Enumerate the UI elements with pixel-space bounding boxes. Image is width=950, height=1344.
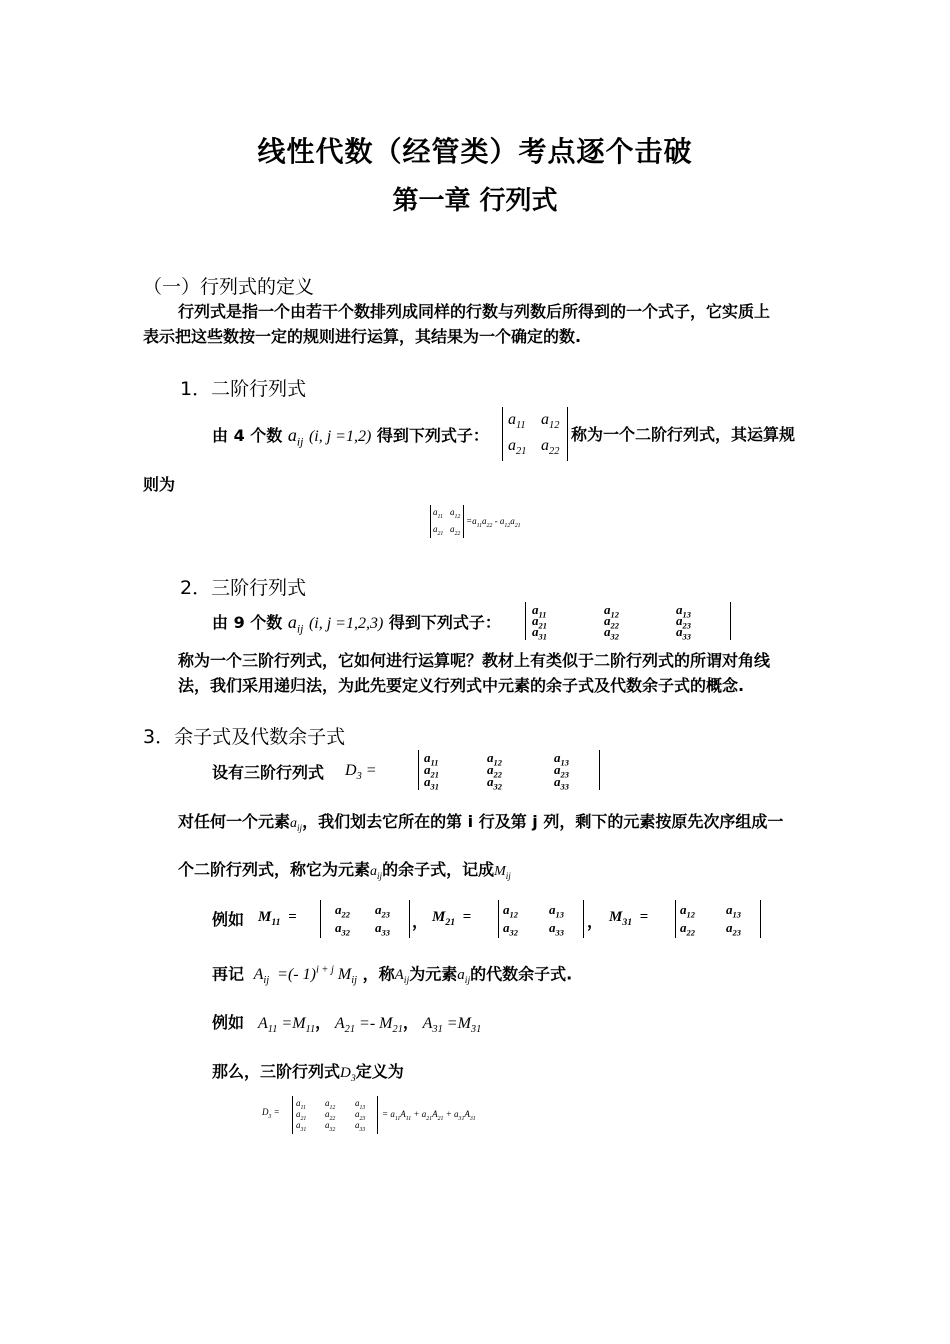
- item3-aij-2: $a_{ij}$: [370, 864, 383, 881]
- m11-determinant: $a_{22}$ $a_{23}$ $a_{32}$ $a_{33}$: [320, 900, 410, 938]
- cofactor-aij: $a_{ij}$: [457, 967, 471, 987]
- item1-formula-determinant: $a_{11}$ $a_{12}$ $a_{21}$ $a_{22}$: [430, 505, 464, 538]
- m11-label: $M_{11}$ =: [258, 909, 297, 928]
- m31-label: $M_{31}$ =: [609, 909, 649, 928]
- expansion-determinant: $a_{11}$ $a_{12}$ $a_{13}$ $a_{21}$ $a_{22}$ $a_{23}$ $a_{31}$ $a_{32}$ $a_{33}$: [292, 1096, 378, 1134]
- item3-setup: 设有三阶行列式: [212, 763, 325, 782]
- item3-heading: 3．余子式及代数余子式: [143, 726, 346, 748]
- then-d3: $D_3$: [340, 1065, 356, 1084]
- comma-2: ，: [587, 912, 604, 931]
- item2-determinant: $a_{11}$ $a_{12}$ $a_{13}$ $a_{21}$ $a_{22}$ $a_{23}$ $a_{31}$ $a_{32}$ $a_{33}$: [525, 602, 731, 640]
- item1-determinant: $a_{11}$ $a_{12}$ $a_{21}$ $a_{22}$: [502, 407, 568, 461]
- item3-determinant: $a_{11}$ $a_{12}$ $a_{13}$ $a_{21}$ $a_{22}$ $a_{23}$ $a_{31}$ $a_{32}$ $a_{33}$: [418, 750, 600, 790]
- chapter-title: 第一章 行列式: [392, 186, 558, 216]
- cofactor-text-b: 为元素: [409, 964, 458, 984]
- example2-formula: $A_{11} =M_{11}$， $A_{21} =- M_{21}$， $A_{31} =M_{31}$: [258, 1015, 482, 1036]
- intro-line-1: 行列式是指一个由若干个数排列成同样的行数与列数后所得到的一个式子，它实质上: [178, 302, 771, 321]
- cofactor-text-c: 的代数余子式.: [470, 964, 573, 984]
- cofactor-formula: $A_{ij}$ =(- 1)$^{i + j}$ $M_{ij}$: [249, 965, 358, 987]
- expansion-d3: $D_3$ =: [262, 1107, 280, 1120]
- cofactor-aij-A: $A_{ij}$: [394, 967, 410, 987]
- example-label: 例如: [212, 910, 245, 929]
- item1-formula-rhs: $=a_{11}a_{22} - a_{12}a_{21}$: [466, 516, 521, 529]
- page-title: 线性代数（经管类）考点逐个击破: [257, 135, 693, 168]
- then-text-b: 定义为: [355, 1062, 404, 1081]
- item1-text-a: [212, 422, 489, 456]
- item1-text-c: 称为一个二阶行列式，其运算规: [571, 425, 796, 444]
- item1-text-d: 则为: [143, 475, 176, 494]
- item2-range: (i, j =1,2,3): [308, 615, 384, 632]
- cofactor-text-a: ，称: [362, 964, 395, 984]
- item3-line-1-b: ，我们划去它所在的第 i 行及第 j 列，剩下的元素按原先次序组成一: [302, 812, 784, 831]
- item3-line-2-b: 的余子式，记成: [382, 860, 495, 879]
- item3-line-2: [178, 857, 511, 889]
- item1-range: (i, j =1,2): [308, 428, 372, 445]
- item2-para-line-1: 称为一个三阶行列式，它如何进行运算呢？教材上有类似于二阶行列式的所谓对角线: [178, 651, 771, 670]
- m21-determinant: $a_{12}$ $a_{13}$ $a_{32}$ $a_{33}$: [498, 900, 584, 938]
- expansion-rhs: = $a_{11}A_{11} + a_{21}A_{21} + a_{31}A_{31}$: [382, 1109, 476, 1122]
- comma-1: ，: [412, 912, 429, 931]
- m31-determinant: $a_{12}$ $a_{13}$ $a_{22}$ $a_{23}$: [675, 900, 761, 938]
- item3-d3: $D_3$ =: [345, 762, 377, 783]
- item2-para-line-2: 法，我们采用递归法，为此先要定义行列式中元素的余子式及代数余子式的概念.: [178, 676, 745, 695]
- example2-label: 例如: [212, 1013, 245, 1032]
- item3-aij-1: $a_{ij}$: [290, 816, 303, 833]
- section-heading: （一）行列式的定义: [143, 276, 315, 298]
- then-line: [212, 1059, 404, 1092]
- item3-line-1: [178, 809, 783, 841]
- cofactor-line: [212, 958, 572, 995]
- item3-line-1-a: 对任何一个元素: [178, 812, 291, 831]
- item2-heading: 2．三阶行列式: [180, 577, 307, 599]
- item2-text-a: [212, 609, 501, 643]
- then-text: 那么，三阶行列式: [212, 1062, 341, 1081]
- item1-text-b: 得到下列式子：: [376, 426, 489, 445]
- m21-label: $M_{21}$ =: [432, 909, 472, 928]
- item2-text-a-label: 由 9 个数: [212, 613, 283, 632]
- item1-aij: $a_{ij}$: [287, 425, 304, 449]
- item2-text-b: 得到下列式子：: [388, 613, 501, 632]
- intro-line-2: 表示把这些数按一定的规则进行运算，其结果为一个确定的数.: [143, 327, 582, 346]
- item3-line-2-a: 个二阶行列式，称它为元素: [178, 860, 371, 879]
- item1-text-a-label: 由 4 个数: [212, 426, 283, 445]
- item1-heading: 1．二阶行列式: [180, 378, 307, 400]
- item2-aij: $a_{ij}$: [287, 612, 304, 636]
- again-label: 再记: [212, 964, 245, 984]
- item3-mij: $M_{ij}$: [494, 864, 511, 881]
